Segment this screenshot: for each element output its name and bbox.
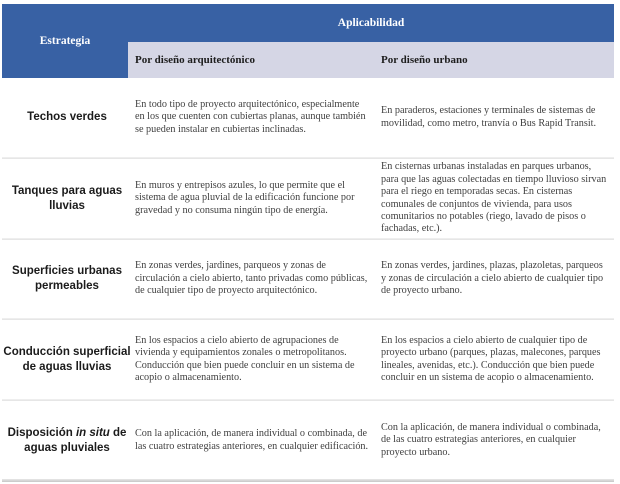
cell-estrategia-text (2, 426, 132, 456)
header-col-urbano: Por diseño urbano (381, 54, 468, 66)
cell-arquitectonico (135, 401, 371, 480)
cell-urbano (381, 401, 609, 480)
cell-text: Con la aplicación, de manera individual o combinada, de las cuatro estrategias anteriores, en cualquier edificación. (135, 428, 369, 452)
cell-urbano (381, 240, 609, 318)
cell-text: En cisternas urbanas instaladas en parques urbanos, para que las aguas colectadas en tiempo lluvioso sirvan para el riego en temporadas secas. En cisternas comunales de conjuntos de vivienda, para usos comunitarios no potables (riego, lavado de pisos o fachadas, etc.). (381, 161, 607, 235)
cell-estrategia: Techos verdes (27, 111, 107, 123)
table-row (2, 240, 614, 320)
table-bottom-border (2, 479, 614, 482)
table-row (2, 78, 614, 159)
cell-estrategia: Tanques para aguas lluvias (11, 184, 123, 212)
header-col-arquitectonico: Por diseño arquitectónico (135, 54, 255, 66)
cell-arquitectonico (135, 159, 371, 238)
cell-text: En zonas verdes, jardines, parqueos y zonas de circulación a cielo abierto, tanto privadas como públicas, de cualquier tipo de proyecto arquitectónico. (135, 260, 368, 297)
cell-text: En los espacios a cielo abierto de agrupaciones de vivienda y equipamientos zonales o metropolitanos. Conducción que bien puede concluir en un sistema de acopio o almacenamiento. (135, 334, 355, 383)
cell-arquitectonico (135, 78, 371, 157)
table-header (2, 4, 614, 78)
cell-arquitectonico (135, 240, 371, 318)
header-aplicabilidad: Aplicabilidad (337, 17, 405, 29)
table-row (2, 320, 614, 401)
text-italic: in situ (75, 426, 110, 439)
cell-text: En zonas verdes, jardines, plazas, plazoletas, parqueos y zonas de circulación a cielo abierto de cualquier tipo de proyecto urbano. (381, 260, 604, 297)
cell-estrategia: Conducción superficial de aguas lluvias (3, 345, 131, 373)
table-row (2, 401, 614, 482)
cell-urbano (381, 320, 609, 399)
cell-text: En paraderos, estaciones y terminales de sistemas de movilidad, como metro, tranvía o Bus Rapid Transit. (381, 105, 597, 129)
cell-estrategia: Superficies urbanas permeables (12, 265, 122, 292)
strategies-table (2, 4, 614, 458)
cell-text: En todo tipo de proyecto arquitectónico, especialmente en los que cuenten con cubiertas planas, aunque también se pueden instalar en cubiertas inclinadas. (135, 98, 366, 135)
cell-urbano (381, 78, 609, 157)
cell-text: Con la aplicación, de manera individual o combinada, de las cuatro estrategias anteriores, en cualquier proyecto urbano. (381, 421, 601, 458)
header-estrategia: Estrategia (39, 35, 91, 47)
cell-arquitectonico (135, 320, 371, 399)
table-row (2, 159, 614, 240)
text-part: de aguas pluviales (24, 426, 127, 454)
cell-urbano (381, 159, 609, 238)
text-part: Disposición (7, 426, 76, 439)
cell-text: En los espacios a cielo abierto de cualquier tipo de proyecto urbano (parques, plazas, malecones, parques lineales, avenidas, etc.). Conducción que bien puede concluir en un sistema de acopio o almacenamiento. (381, 334, 601, 383)
cell-text: En muros y entrepisos azules, lo que permite que el sistema de agua pluvial de la edificación funcione por gravedad y no consuma ningún tipo de energía. (135, 179, 355, 216)
cell-estrategia (2, 401, 132, 480)
